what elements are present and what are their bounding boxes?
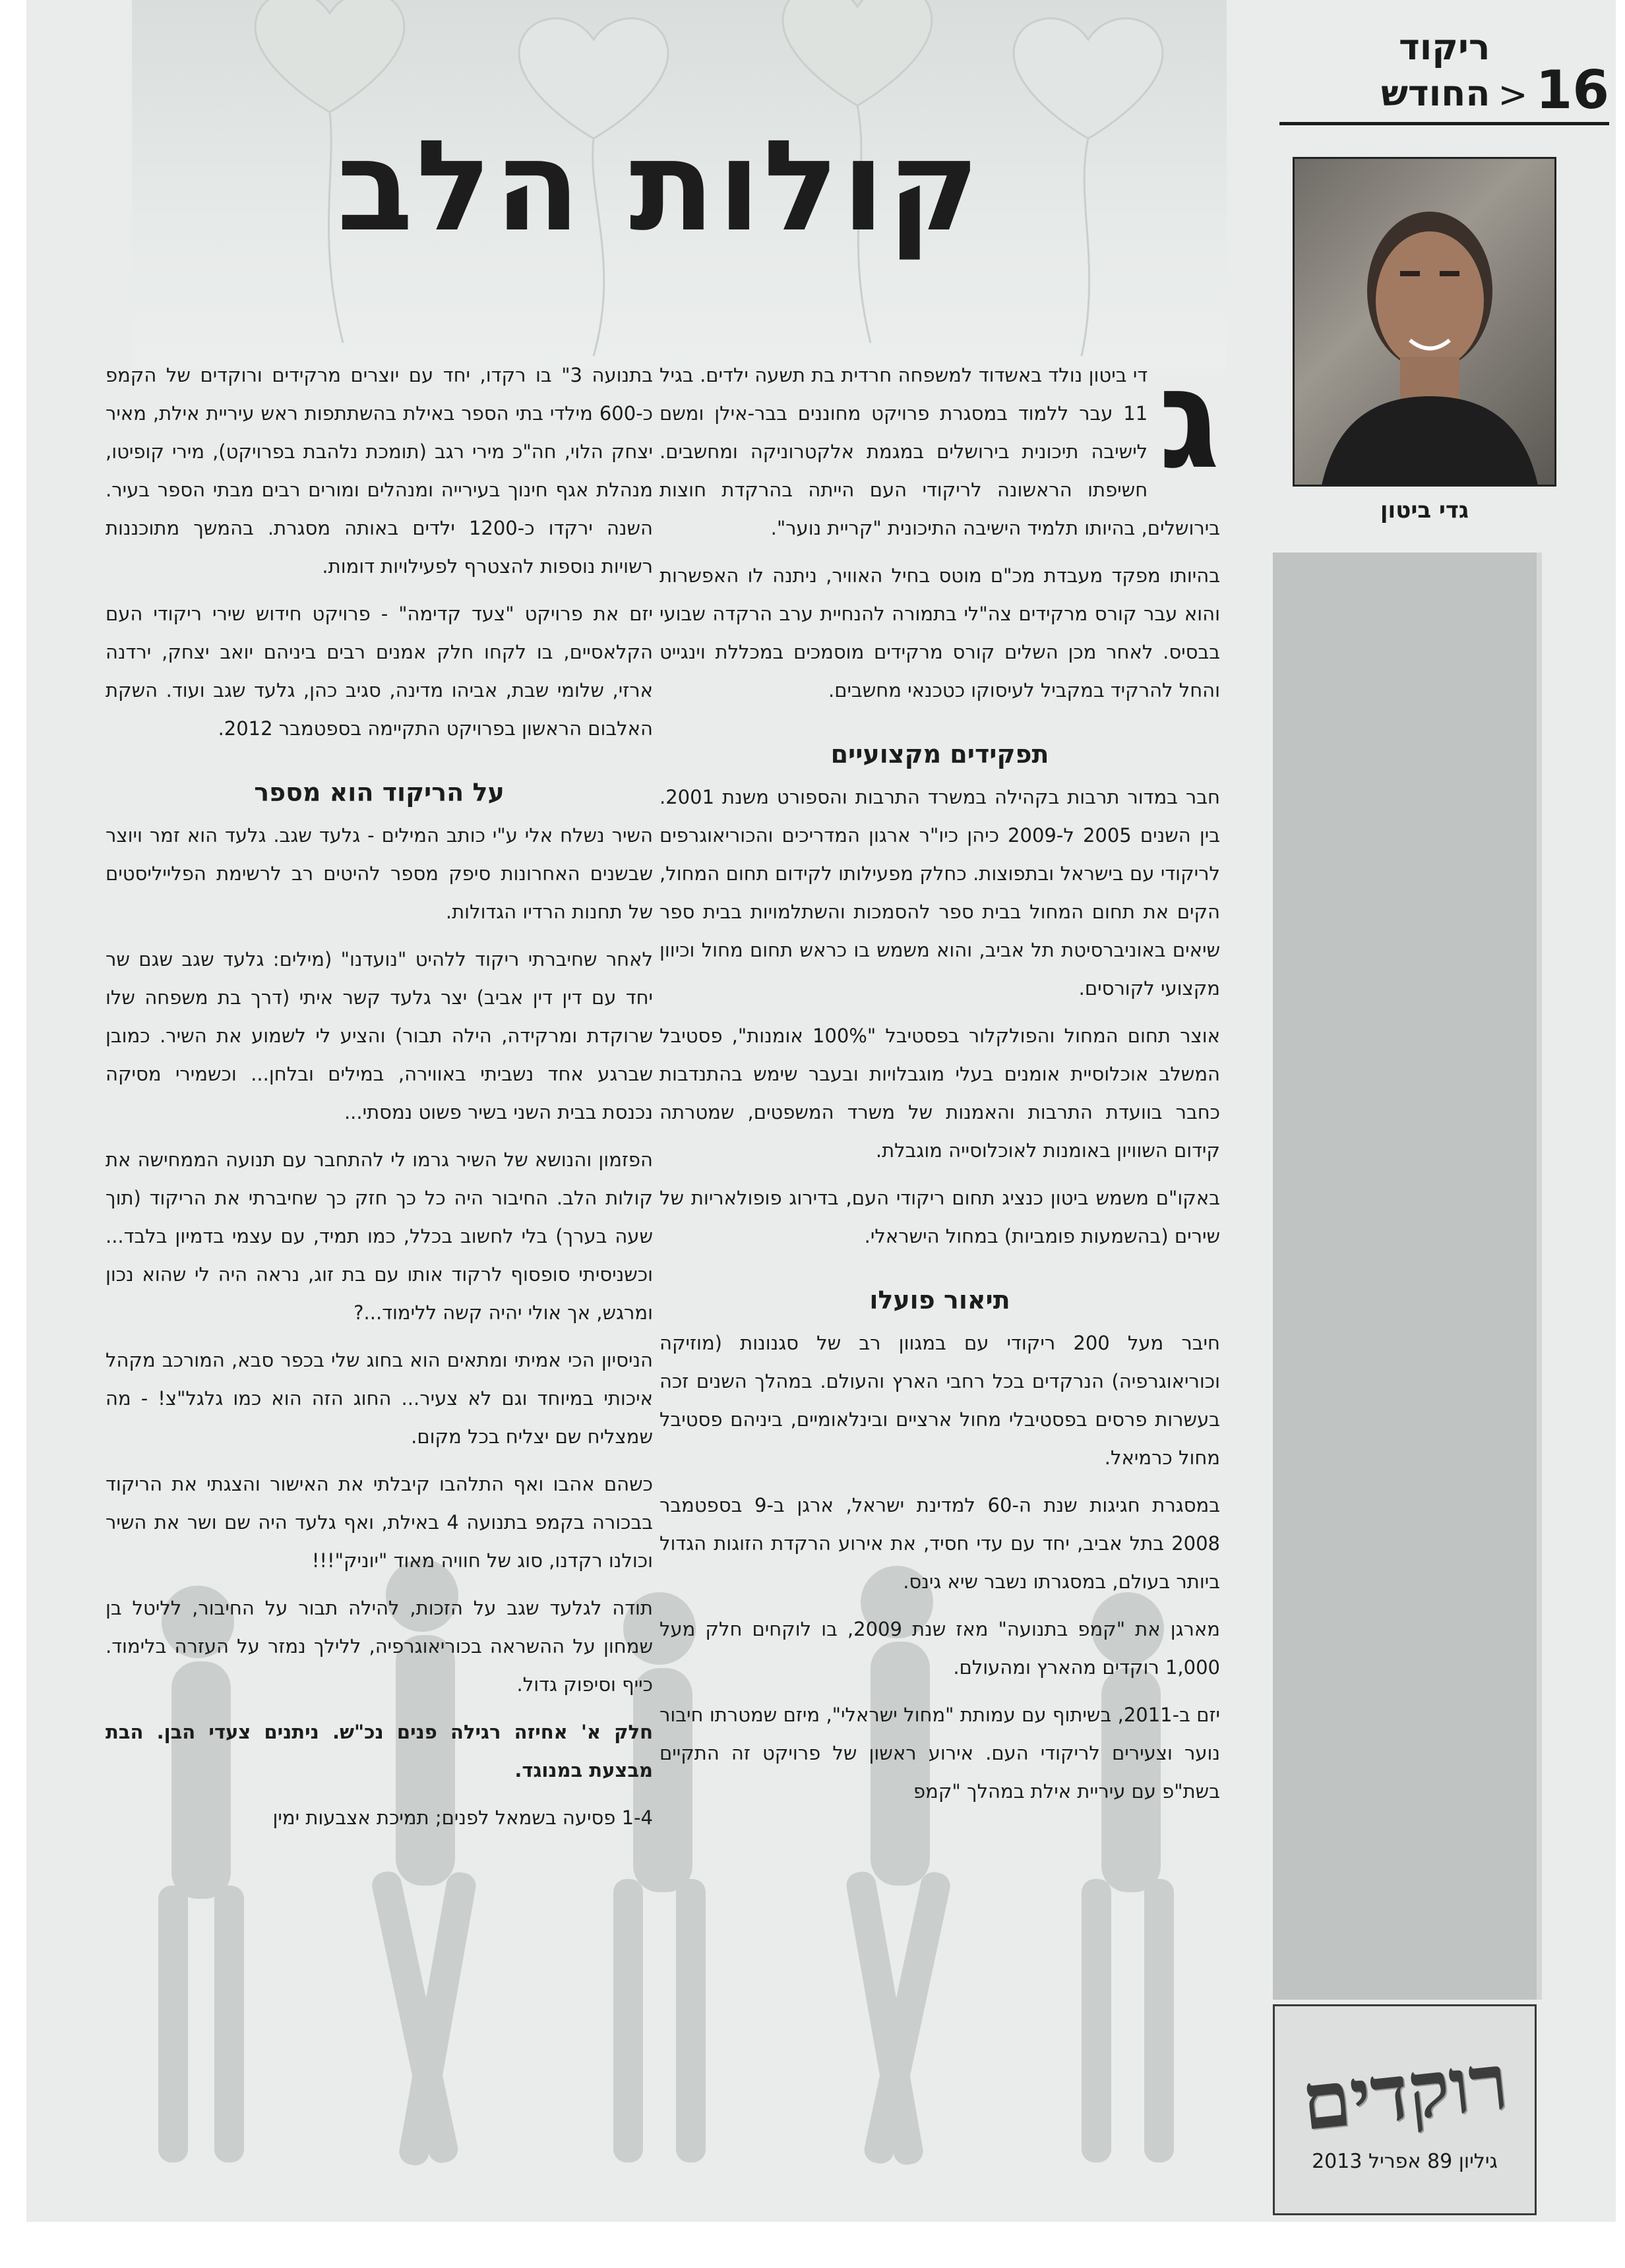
paragraph: חיבר מעל 200 ריקודי עם במגוון רב של סגנונות (מוזיקה וכוריאוגרפיה) הנרקדים בכל רחבי הארץ והעולם. במהלך השנים זכה בעשרות פרסים בפסטיבלי מחול ארציים ובינלאומיים, ביניהם פסטיבל מחול כרמיאל.	[659, 1332, 1220, 1469]
portrait-caption: גדי ביטון	[1380, 497, 1469, 523]
paragraph: במסגרת חגיגות שנת ה-60 למדינת ישראל, ארגן ב-9 בספטמבר 2008 בתל אביב, יחד עם עדי חסיד, את אירוע הרקדת הזוגות הגדול ביותר בעולם, במסגרתו נשבר שיא גינס.	[659, 1494, 1220, 1593]
dance-step-line: 1-4 פסיעה בשמאל לפנים; תמיכת אצבעות ימין	[272, 1806, 653, 1829]
magazine-logo-box	[1273, 2004, 1537, 2215]
intro-text: די ביטון נולד באשדוד למשפחה חרדית בת תשעה ילדים. בגיל 11 עבר ללמוד במסגרת פרויקט מחוננים בבר-אילן ומשם לישיבה תיכונית בירושלים במגמת אלקטרוניקה ומחשבים. חשיפתו הראשונה לריקודי העם הייתה בהרקדת חוצות בירושלים, בהיותו תלמיד הישיבה התיכונית "קריית נוער".	[659, 364, 1220, 539]
paragraph: הניסיון הכי אמיתי ומתאים הוא בחוג שלי בכפר סבא, המורכב מקהל איכותי במיוחד וגם לא צעיר... החוג הזה הוא כמו גלגל"צ! - מה שמצליח שם יצליח בכל מקום.	[106, 1349, 653, 1448]
article-column-left	[106, 356, 653, 1846]
paragraph: תודה לגלעד שגב על הזכות, להילה תבור על החיבור, לליטל בן שמחון על ההשראה בכוריאוגרפיה, ללילך נמזר על העזרה בלימוד. כייף וסיפוק גדול.	[106, 1597, 653, 1696]
paragraph: בתנועה 3" בו רקדו, יחד עם יוצרים מרקידים ורוקדים של הקמפ כ-600 מילדי בתי הספר באילת בהשתתפות ראש עיריית אילת, מאיר יצחק הלוי, חה"כ מירי רגב (תומכת נלהבת בפרויקט), מירי קופיטו, מנהלת אגף חינוך בעירייה ומנהלים ומורים רבים מבתי הספר בעיר. השנה ירקדו כ-1200 ילדים באותה מסגרת. בהמשך מתוכננות רשויות נוספות להצטרף לפעילויות דומות.	[106, 364, 653, 578]
subheading-work: תיאור פועלו	[869, 1286, 1010, 1315]
subheading-roles: תפקידים מקצועיים	[830, 740, 1049, 769]
paragraph: כשהם אהבו ואף התלהבו קיבלתי את האישור והצגתי את הריקוד בבכורה בקמפ בתנועה 4 באילת, ואף גלעד היה שם ושר את השיר וכולנו רקדנו, סוג של חוויה מאוד "יוניק"!!!	[106, 1473, 653, 1572]
paragraph: יזם את פרויקט "צעד קדימה" - פרויקט חידוש שירי ריקודי העם הקלאסיים, בו לקחו חלק אמנים רבים ביניהם יואב יצחק, ירדנה ארזי, שלומי שבת, אביהו מדינה, סגיב כהן, גלעד שגב ועוד. השקת האלבום הראשון בפרויקט התקיימה בספטמבר 2012.	[106, 603, 653, 740]
drop-cap: ג	[1158, 338, 1220, 500]
paragraph: באקו"ם משמש ביטון כנציג תחום ריקודי העם, בדירוג פופולאריות של שירים (בהשמעות פומביות) במחול הישראלי.	[659, 1187, 1220, 1247]
paragraph: יזם ב-2011, בשיתוף עם עמותת "מחול ישראלי", מיזם שמטרתו חיבור נוער וצעירים לריקודי העם. אירוע ראשון של פרויקט זה התקיים בשת"פ עם עיריית אילת במהלך "קמפ	[659, 1704, 1221, 1803]
paragraph: לאחר שחיברתי ריקוד ללהיט "נועדנו" (מילים: גלעד שגב שגם שר יחד עם דין דין אביב) יצר גלעד קשר איתי (דרך בת משפחה שלו שרוקדת ומרקידה, הילה תבור) והציע לי לשמוע את השיר. כמובן שברגע אחד נשביתי באווירה, במילים ובלחן... וכשמירי מסיקה נכנסת בבית השני בשיר פשוט נמסתי...	[106, 948, 653, 1123]
dance-part-a-note: חלק א' אחיזה רגילה פנים נכ"ש. ניתנים צעדי הבן. הבת מבצעת במנוגד.	[106, 1721, 653, 1781]
paragraph: מארגן את "קמפ בתנועה" מאז שנת 2009, בו לוקחים חלק מעל 1,000 רוקדים מהארץ ומהעולם.	[659, 1618, 1220, 1679]
article-headline: קולות הלב	[336, 113, 983, 259]
page-number: 16	[1535, 59, 1609, 121]
paragraph: חבר במדור תרבות בקהילה במשרד התרבות והספורט משנת 2001. בין השנים 2005 ל-2009 כיהן כיו"ר ארגון המדריכים והכוריאוגרפים לריקודי עם בישראל ובתפוצות. כחלק מפעילותו לקידום תחום המחול, הקים את תחום המחול בבית ספר להסמכות והשתלמויות בבית ספר שיאים באוניברסיטת תל אביב, והוא משמש בו כראש תחום מחול וכיוון מקצועי לקורסים.	[659, 786, 1220, 1000]
intro-paragraph	[659, 338, 1220, 547]
subheading-number: על הריקוד הוא מספר	[254, 778, 505, 807]
page-left-edge	[0, 0, 26, 2268]
portrait-figure-icon	[1295, 159, 1556, 487]
paragraph: הפזמון והנושא של השיר גרמו לי להתחבר עם תנועה הממחישה את קולות הלב. החיבור היה כל כך חזק כך שחיברתי את הריקוד (תוך שעה בערך) בלי לחשוב בכלל, כמו תמיד, עם עצמי בדמיון בלבד... וכשניסיתי סופסוף לרקוד אותו עם בת זוג, נראה היה לי שהוא נכון ומרגש, אך אולי יהיה קשה ללימוד...?	[106, 1149, 653, 1324]
issue-line: גיליון 89 אפריל 2013	[1312, 2150, 1498, 2173]
section-title: ריקוד החודש	[1380, 26, 1490, 114]
paragraph: בהיותו מפקד מעבדת מכ"ם מוטס בחיל האוויר, ניתנה לו האפשרות והוא עבר קורס מרקידים צה"לי בתמורה להנחיית ערב הרקדה שבועי בבסיס. לאחר מכן השלים קורס מרקידים מוסמכים במכללת וינגייט והחל להרקיד במקביל לעיסוקו כטכנאי מחשבים.	[659, 564, 1220, 701]
chevron-left-icon: <	[1498, 74, 1528, 116]
magazine-logo: רוקדים	[1297, 2035, 1512, 2148]
running-header	[1279, 26, 1609, 125]
paragraph: השיר נשלח אלי ע"י כותב המילים - גלעד שגב. גלעד הוא זמר ויוצר שבשנים האחרונות סיפק מספר להיטים רב לרשימת הפלייליסטים של תחנות הרדיו הגדולות.	[106, 824, 653, 923]
paragraph: אוצר תחום המחול והפולקלור בפסטיבל "100% אומנות", פסטיבל המשלב אוכלוסיית אומנים בעלי מוגבלויות ובעבר שימש בהתנדבות כחבר בוועדת התרבות והאמנות של משרד המשפטים, שמטרתה קידום השוויון באומנות לאוכלוסייה מוגבלת.	[659, 1025, 1220, 1162]
sidebar-edge-strip	[1537, 552, 1542, 2000]
sidebar-panel	[1273, 552, 1537, 2000]
portrait-photo	[1293, 157, 1556, 487]
article-column-right	[659, 338, 1221, 1820]
